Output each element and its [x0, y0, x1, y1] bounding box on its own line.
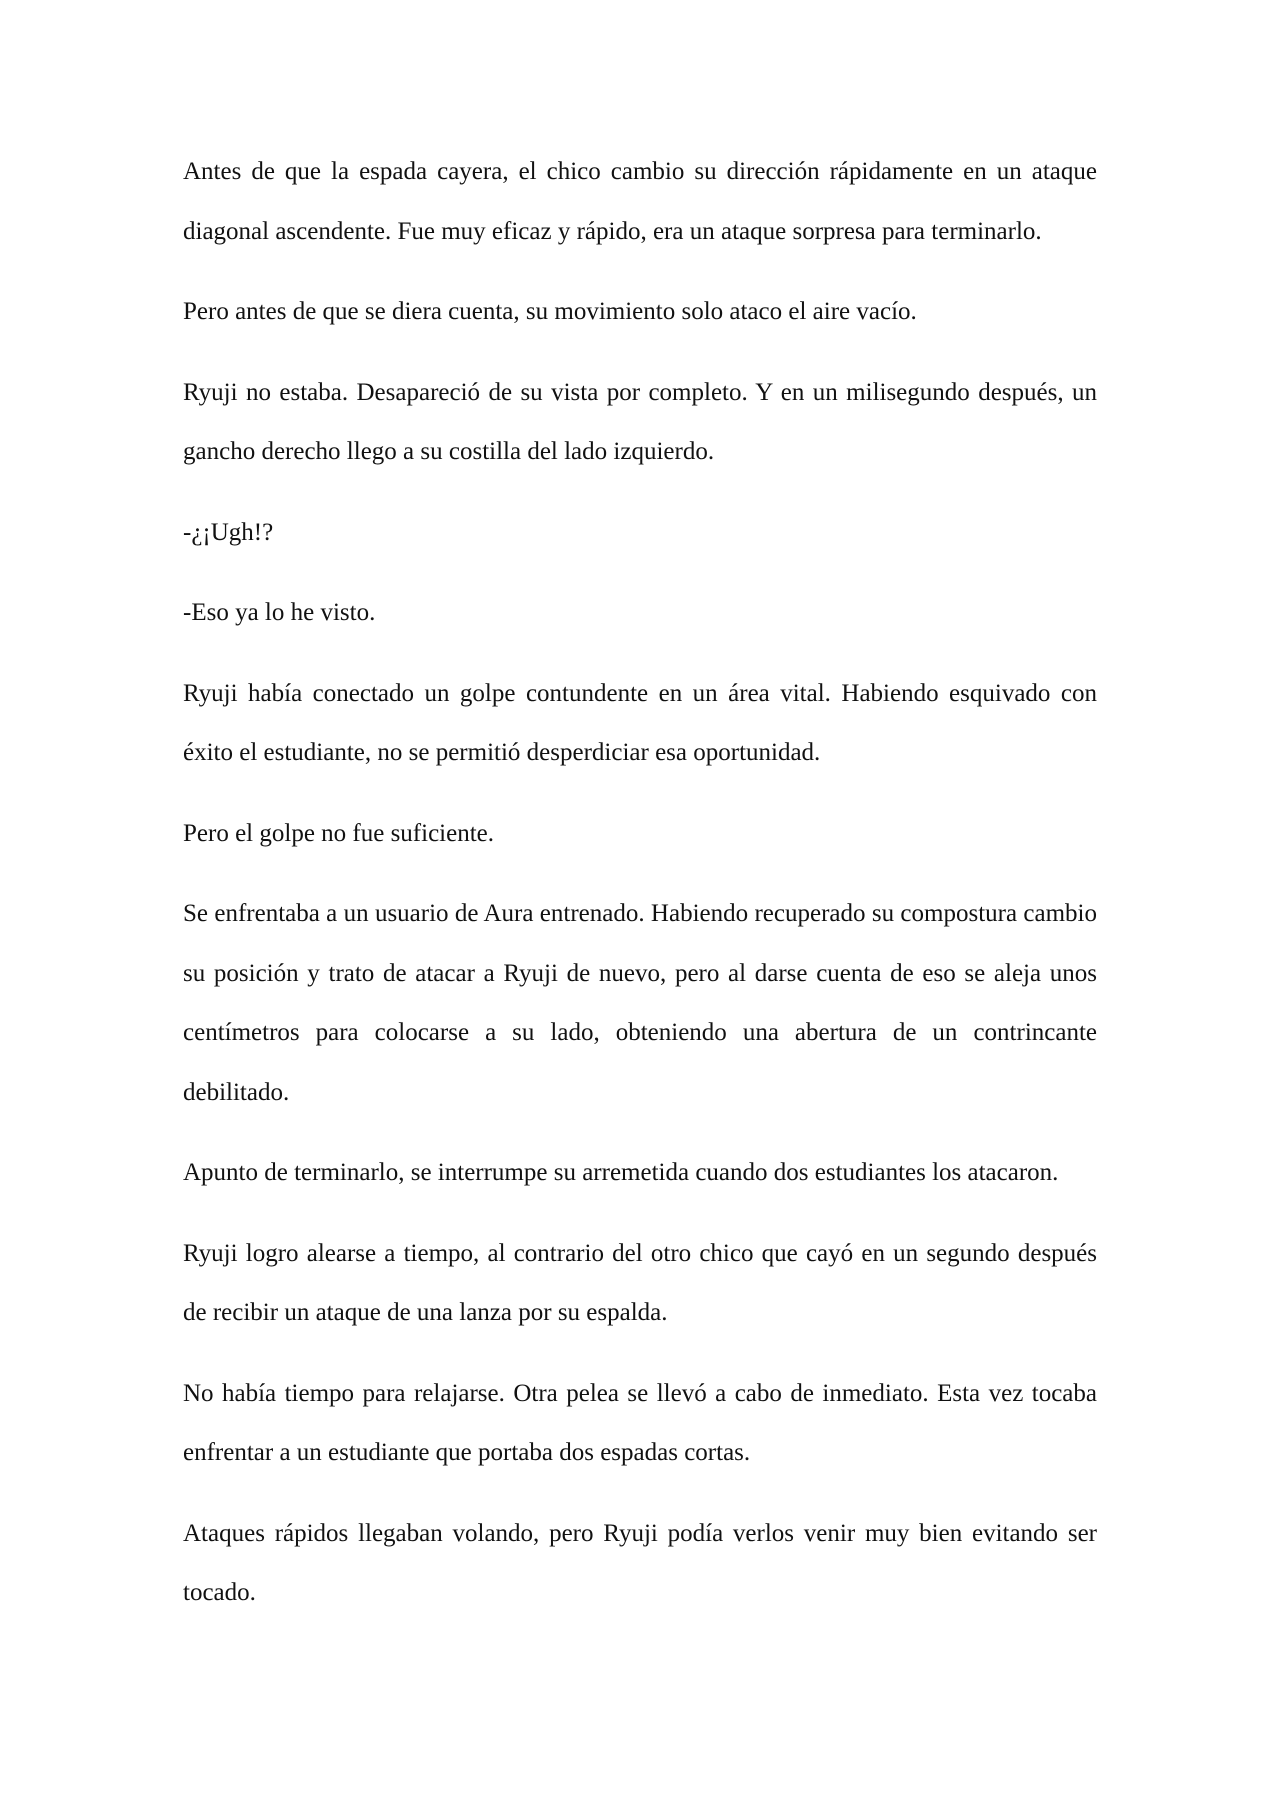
paragraph-5: -Eso ya lo he visto. — [183, 599, 376, 626]
paragraph-2: Pero antes de que se diera cuenta, su movimiento solo ataco el aire vacío. — [183, 298, 917, 325]
paragraph-1: Antes de que la espada cayera, el chico cambio su dirección rápidamente en un ataque diagonal ascendente. Fue muy eficaz y rápido, era un ataque sorpresa para terminarlo. — [183, 158, 1097, 245]
paragraph-12: Ataques rápidos llegaban volando, pero Ryuji podía verlos venir muy bien evitando ser tocado. — [183, 1519, 1097, 1606]
paragraph-7: Pero el golpe no fue suficiente. — [183, 819, 495, 847]
paragraph-4: -¿¡Ugh!? — [183, 518, 274, 546]
paragraph-8: Se enfrentaba a un usuario de Aura entrenado. Habiendo recuperado su compostura cambio su posición y trato de atacar a Ryuji de nuevo, pero al darse cuenta de eso se aleja unos centímetros para colocarse a su lado, obteniendo una abertura de un contrincante debilitado. — [183, 900, 1097, 1106]
body-text — [183, 142, 1097, 1644]
paragraph-6: Ryuji había conectado un golpe contundente en un área vital. Habiendo esquivado con éxito el estudiante, no se permitió desperdiciar esa oportunidad. — [183, 679, 1097, 766]
paragraph-11: No había tiempo para relajarse. Otra pelea se llevó a cabo de inmediato. Esta vez tocaba enfrentar a un estudiante que portaba dos espadas cortas. — [183, 1379, 1097, 1466]
paragraph-9: Apunto de terminarlo, se interrumpe su arremetida cuando dos estudiantes los atacaron. — [183, 1159, 1059, 1186]
paragraph-10: Ryuji logro alearse a tiempo, al contrario del otro chico que cayó en un segundo después de recibir un ataque de una lanza por su espalda. — [183, 1239, 1097, 1326]
paragraph-3: Ryuji no estaba. Desapareció de su vista por completo. Y en un milisegundo después, un gancho derecho llego a su costilla del lado izquierdo. — [183, 378, 1097, 465]
